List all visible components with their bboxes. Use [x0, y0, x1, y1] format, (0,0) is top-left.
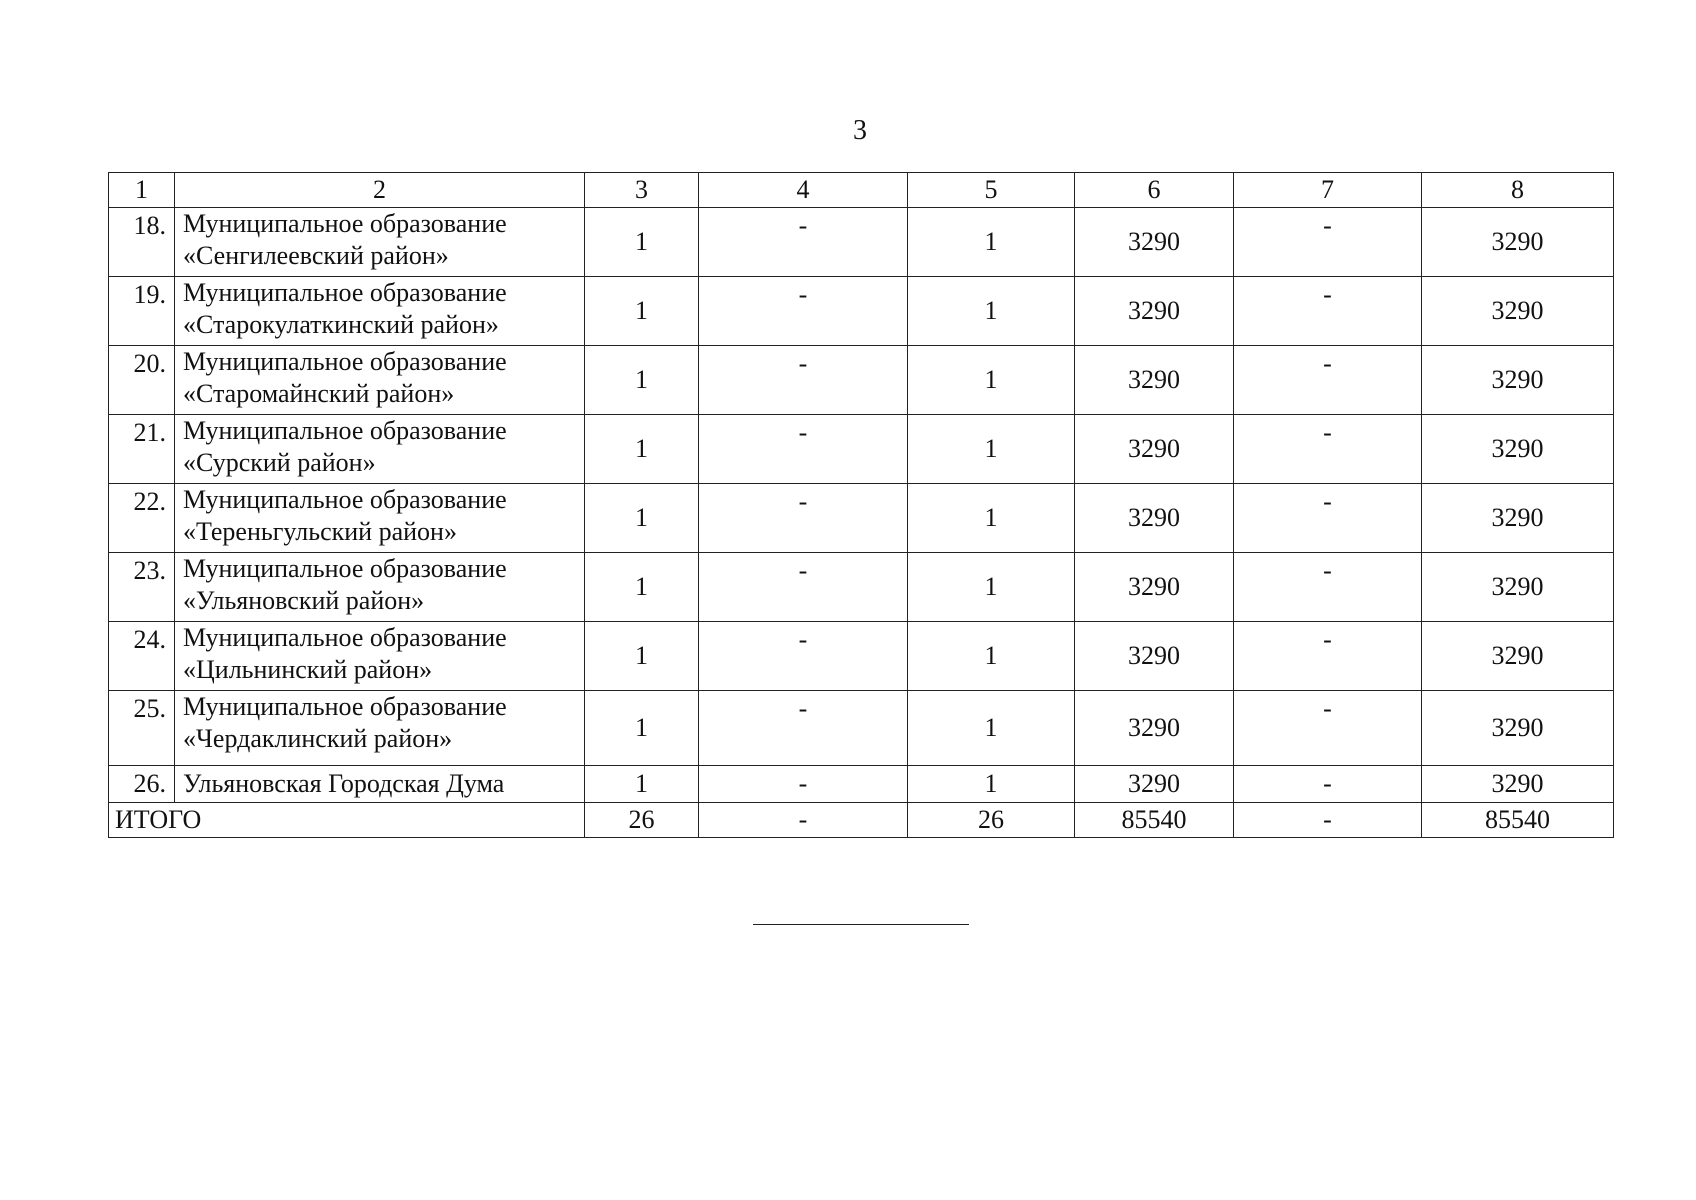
row-number-cell: 24. — [109, 622, 175, 691]
col6-value-cell: 3290 — [1075, 208, 1234, 277]
col4-value-cell: - — [699, 553, 908, 622]
entity-name-cell — [175, 277, 585, 346]
entity-name-line1: Муниципальное образование — [183, 485, 507, 514]
header-cell-2: 2 — [175, 173, 585, 208]
row-number-cell: 22. — [109, 484, 175, 553]
entity-name-cell — [175, 766, 585, 803]
header-cell-8: 8 — [1422, 173, 1614, 208]
col5-value-cell: 1 — [908, 553, 1075, 622]
page-number: 3 — [853, 115, 867, 146]
col7-value-cell: - — [1234, 553, 1422, 622]
entity-name-line2: «Старокулаткинский район» — [183, 310, 499, 339]
total-c6-cell: 85540 — [1075, 803, 1234, 838]
col8-value-cell: 3290 — [1422, 208, 1614, 277]
col7-value-cell: - — [1234, 766, 1422, 803]
entity-name-line1: Муниципальное образование — [183, 347, 507, 376]
col7-value-cell: - — [1234, 208, 1422, 277]
total-c4-cell: - — [699, 803, 908, 838]
entity-name-cell — [175, 691, 585, 766]
table-row — [109, 346, 1614, 415]
col3-value-cell: 1 — [585, 346, 699, 415]
col6-value-cell: 3290 — [1075, 415, 1234, 484]
total-c7-cell: - — [1234, 803, 1422, 838]
row-number-cell: 20. — [109, 346, 175, 415]
row-number-cell: 23. — [109, 553, 175, 622]
table-row — [109, 766, 1614, 803]
col3-value-cell: 1 — [585, 553, 699, 622]
col4-value-cell: - — [699, 277, 908, 346]
col7-value-cell: - — [1234, 484, 1422, 553]
col5-value-cell: 1 — [908, 415, 1075, 484]
row-number-cell: 19. — [109, 277, 175, 346]
header-cell-7: 7 — [1234, 173, 1422, 208]
entity-name-line2: «Чердаклинский район» — [183, 724, 453, 753]
entity-name-line1: Муниципальное образование — [183, 554, 507, 583]
allocation-table — [108, 172, 1614, 838]
entity-name-cell — [175, 484, 585, 553]
col7-value-cell: - — [1234, 346, 1422, 415]
table-body — [109, 173, 1614, 838]
total-c3-cell: 26 — [585, 803, 699, 838]
col3-value-cell: 1 — [585, 415, 699, 484]
col6-value-cell: 3290 — [1075, 277, 1234, 346]
table-row — [109, 415, 1614, 484]
header-cell-6: 6 — [1075, 173, 1234, 208]
col5-value-cell: 1 — [908, 346, 1075, 415]
total-c8-cell: 85540 — [1422, 803, 1614, 838]
header-cell-1: 1 — [109, 173, 175, 208]
header-cell-5: 5 — [908, 173, 1075, 208]
entity-name-cell — [175, 622, 585, 691]
col5-value-cell: 1 — [908, 622, 1075, 691]
col8-value-cell: 3290 — [1422, 484, 1614, 553]
col6-value-cell: 3290 — [1075, 622, 1234, 691]
entity-name-line1: Муниципальное образование — [183, 278, 507, 307]
col4-value-cell: - — [699, 415, 908, 484]
entity-name-cell — [175, 208, 585, 277]
col4-value-cell: - — [699, 346, 908, 415]
col7-value-cell: - — [1234, 691, 1422, 766]
table-row — [109, 553, 1614, 622]
table-row — [109, 484, 1614, 553]
col6-value-cell: 3290 — [1075, 553, 1234, 622]
col8-value-cell: 3290 — [1422, 415, 1614, 484]
total-row — [109, 803, 1614, 838]
table-row — [109, 622, 1614, 691]
entity-name-cell — [175, 415, 585, 484]
col4-value-cell: - — [699, 766, 908, 803]
col5-value-cell: 1 — [908, 277, 1075, 346]
col3-value-cell: 1 — [585, 691, 699, 766]
col6-value-cell: 3290 — [1075, 346, 1234, 415]
header-cell-3: 3 — [585, 173, 699, 208]
row-number-cell: 25. — [109, 691, 175, 766]
entity-name-line2: «Старомайнский район» — [183, 379, 455, 408]
header-row — [109, 173, 1614, 208]
col4-value-cell: - — [699, 208, 908, 277]
col8-value-cell: 3290 — [1422, 691, 1614, 766]
total-c5-cell: 26 — [908, 803, 1075, 838]
entity-name-line2: «Сурский район» — [183, 448, 376, 477]
row-number-cell: 26. — [109, 766, 175, 803]
col8-value-cell: 3290 — [1422, 553, 1614, 622]
row-number-cell: 18. — [109, 208, 175, 277]
entity-name-line1: Муниципальное образование — [183, 416, 507, 445]
table-row — [109, 277, 1614, 346]
entity-name-line2: «Тереньгульский район» — [183, 517, 457, 546]
col4-value-cell: - — [699, 622, 908, 691]
col6-value-cell: 3290 — [1075, 691, 1234, 766]
table-row — [109, 691, 1614, 766]
col8-value-cell: 3290 — [1422, 277, 1614, 346]
entity-name-line1: Муниципальное образование — [183, 209, 507, 238]
col6-value-cell: 3290 — [1075, 484, 1234, 553]
entity-name-line1: Муниципальное образование — [183, 692, 507, 721]
closing-rule — [753, 924, 969, 925]
col8-value-cell: 3290 — [1422, 766, 1614, 803]
entity-name-line2: «Цильнинский район» — [183, 655, 433, 684]
col3-value-cell: 1 — [585, 277, 699, 346]
col5-value-cell: 1 — [908, 691, 1075, 766]
col5-value-cell: 1 — [908, 208, 1075, 277]
table-row — [109, 208, 1614, 277]
col4-value-cell: - — [699, 691, 908, 766]
entity-name-cell — [175, 346, 585, 415]
col6-value-cell: 3290 — [1075, 766, 1234, 803]
entity-name-line2: «Ульяновский район» — [183, 586, 425, 615]
col7-value-cell: - — [1234, 622, 1422, 691]
col7-value-cell: - — [1234, 277, 1422, 346]
col8-value-cell: 3290 — [1422, 622, 1614, 691]
header-cell-4: 4 — [699, 173, 908, 208]
col4-value-cell: - — [699, 484, 908, 553]
entity-name-line1: Муниципальное образование — [183, 623, 507, 652]
entity-name-line1: Ульяновская Городская Дума — [183, 769, 505, 798]
col3-value-cell: 1 — [585, 208, 699, 277]
col5-value-cell: 1 — [908, 484, 1075, 553]
col8-value-cell: 3290 — [1422, 346, 1614, 415]
col7-value-cell: - — [1234, 415, 1422, 484]
col3-value-cell: 1 — [585, 622, 699, 691]
col3-value-cell: 1 — [585, 484, 699, 553]
row-number-cell: 21. — [109, 415, 175, 484]
col3-value-cell: 1 — [585, 766, 699, 803]
entity-name-cell — [175, 553, 585, 622]
entity-name-line2: «Сенгилеевский район» — [183, 241, 449, 270]
total-label: ИТОГО — [109, 803, 585, 838]
col5-value-cell: 1 — [908, 766, 1075, 803]
